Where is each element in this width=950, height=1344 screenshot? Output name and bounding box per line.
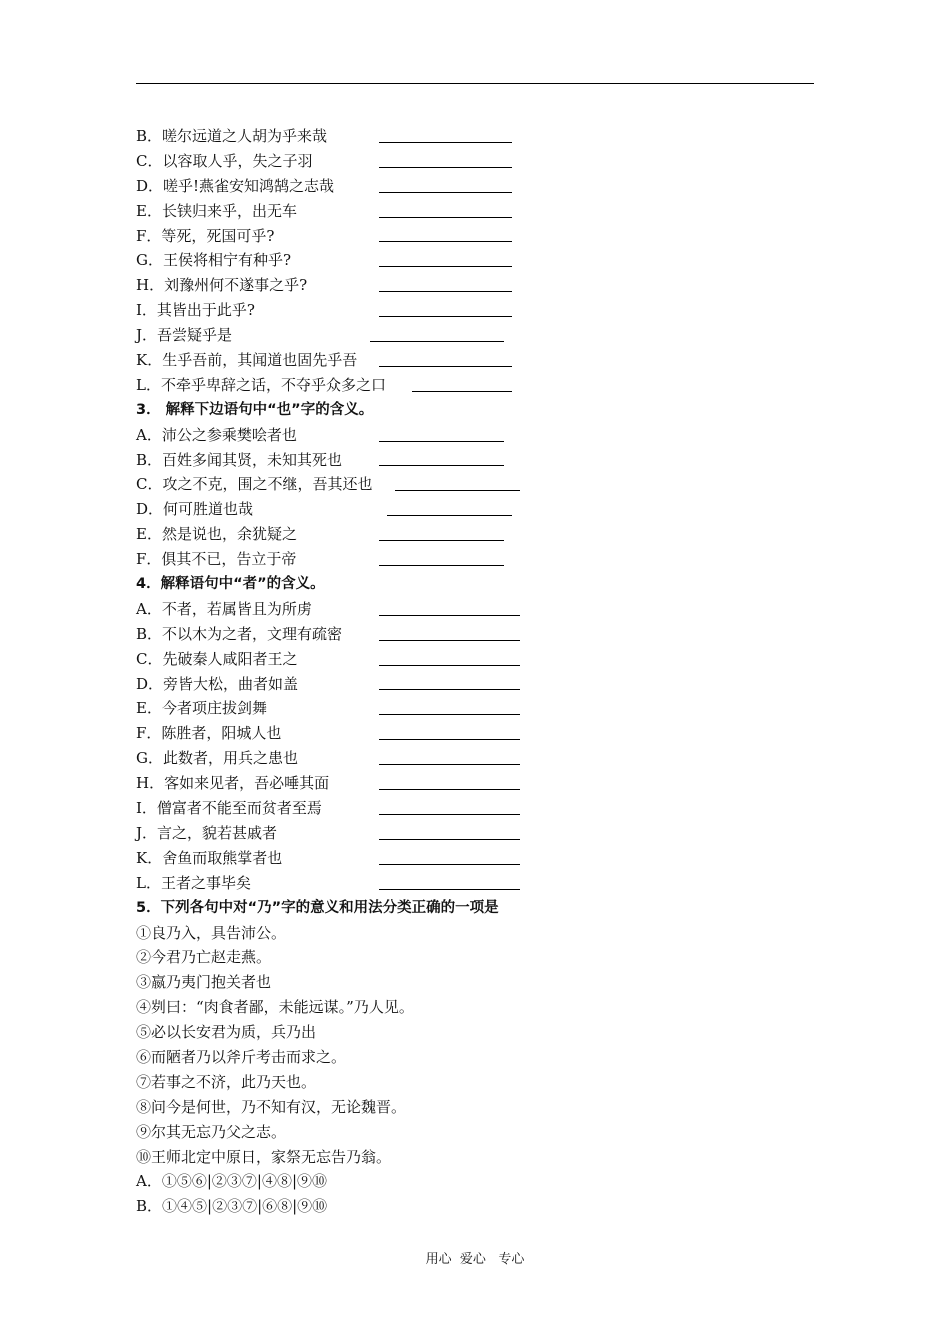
sentence-item: ①良乃入，具告沛公。 [136,923,287,942]
item-text: K．生乎吾前，其闻道也固先乎吾 [136,351,358,370]
answer-blank [379,565,504,566]
answer-blank [379,814,520,815]
sentence-item: ⑨尔其无忘乃父之志。 [136,1122,287,1141]
item-text: F．俱其不已，告立于帝 [136,550,297,569]
answer-blank [379,266,512,267]
page-footer: 用心 爱心 专心 [425,1252,525,1267]
item-text: K．舍鱼而取熊掌者也 [136,848,283,867]
answer-blank [379,217,512,218]
question-heading: 3． 解释下边语句中“也”字的含义。 [136,401,374,418]
item-text: C．先破秦人咸阳者王之 [136,649,298,668]
list-item [136,796,816,821]
answer-blank [379,714,520,715]
question-heading: 5．下列各句中对“乃”字的意义和用法分类正确的一项是 [136,899,499,916]
item-text: B．不以木为之者，文理有疏密 [136,624,343,643]
answer-blank [379,167,512,168]
list-item [136,696,816,721]
list-item [136,298,816,323]
answer-blank [395,490,520,491]
answer-blank [379,764,520,765]
answer-blank [379,366,512,367]
list-item [136,348,816,373]
answer-blank [379,864,520,865]
answer-blank [379,540,504,541]
item-text: E．长铗归来乎，出无车 [136,201,297,220]
list-item [136,174,816,199]
list-item [136,721,816,746]
list-item [136,846,816,871]
item-text: C．以容取人乎，失之子羽 [136,151,313,170]
item-text: G．王侯将相宁有种乎? [136,251,292,270]
list-item [136,199,816,224]
sentence-item: ④刿曰：“肉食者鄙，未能远谋。”乃人见。 [136,998,414,1017]
item-text: C．攻之不克，围之不继，吾其还也 [136,475,373,494]
list-item [136,497,816,522]
item-text: F．陈胜者，阳城人也 [136,724,282,743]
answer-blank [379,739,520,740]
item-text: B．嗟尔远道之人胡为乎来哉 [136,127,328,145]
sentence-item: ⑩王师北定中原日，家祭无忘告乃翁。 [136,1147,392,1166]
answer-blank [379,192,512,193]
item-text: E．然是说也，余犹疑之 [136,525,297,544]
item-text: I．僧富者不能至而贫者至焉 [136,799,322,818]
list-item [136,224,816,249]
answer-blank [379,316,512,317]
sentence-item: ⑧问今是何世，乃不知有汉，无论魏晋。 [136,1097,407,1116]
item-text: L．不牵乎卑辞之话，不夺乎众多之口 [136,375,386,394]
sentence-item: ⑤必以长安君为质，兵乃出 [136,1023,317,1042]
question-heading: 4．解释语句中“者”的含义。 [136,576,325,593]
item-text: H．刘豫州何不遂事之乎? [136,276,308,295]
item-text: D．何可胜道也哉 [136,500,254,519]
item-text: J．吾尝疑乎是 [136,326,233,345]
answer-blank [379,889,520,890]
item-text: A．不者，若属皆且为所虏 [136,599,312,618]
answer-option: B．①④⑤|②③⑦|⑥⑧|⑨⑩ [136,1197,328,1216]
item-text: L．王者之事毕矣 [136,873,251,892]
item-text: A．沛公之参乘樊哙者也 [136,425,297,444]
item-text: E．今者项庄拔剑舞 [136,699,267,718]
list-item [136,821,816,846]
list-item [136,672,816,697]
item-text: H．客如来见者，吾必唾其面 [136,774,330,793]
answer-blank [379,640,520,641]
answer-blank [379,441,504,442]
list-item [136,423,816,448]
list-item [136,323,816,348]
item-text: J．言之，貌若甚戚者 [136,823,278,842]
page-content [136,124,816,1219]
item-text: G．此数者，用兵之患也 [136,749,298,768]
answer-blank [379,241,512,242]
list-item [136,597,816,622]
item-text: B．百姓多闻其贤，未知其死也 [136,450,343,469]
list-item [136,273,816,298]
item-text: D．旁皆大松，曲者如盖 [136,674,299,693]
answer-blank [370,341,504,342]
list-item [136,448,816,473]
sentence-item: ⑦若事之不济，此乃天也。 [136,1072,317,1091]
list-item [136,124,816,149]
item-text: D．嗟乎!燕雀安知鸿鹄之志哉 [136,176,335,195]
list-item [136,622,816,647]
answer-blank [379,789,520,790]
answer-blank [379,689,520,690]
list-item [136,373,816,398]
answer-blank [387,515,512,516]
list-item [136,149,816,174]
answer-blank [379,291,512,292]
answer-blank [379,465,504,466]
list-item [136,522,816,547]
answer-blank [412,391,512,392]
answer-option: A．①⑤⑥|②③⑦|④⑧|⑨⑩ [136,1172,327,1191]
list-item [136,771,816,796]
list-item [136,746,816,771]
item-text: I．其皆出于此乎? [136,301,255,320]
header-rule [136,83,814,84]
answer-blank [379,665,520,666]
list-item [136,871,816,896]
item-text: F．等死，死国可乎? [136,226,275,245]
sentence-item: ⑥而陋者乃以斧斤考击而求之。 [136,1047,347,1066]
list-item [136,248,816,273]
answer-blank [379,142,512,143]
answer-blank [379,839,520,840]
list-item [136,647,816,672]
answer-blank [379,615,520,616]
list-item [136,472,816,497]
sentence-item: ②今君乃亡赵走燕。 [136,948,272,967]
list-item [136,547,816,572]
sentence-item: ③嬴乃夷门抱关者也 [136,973,272,992]
